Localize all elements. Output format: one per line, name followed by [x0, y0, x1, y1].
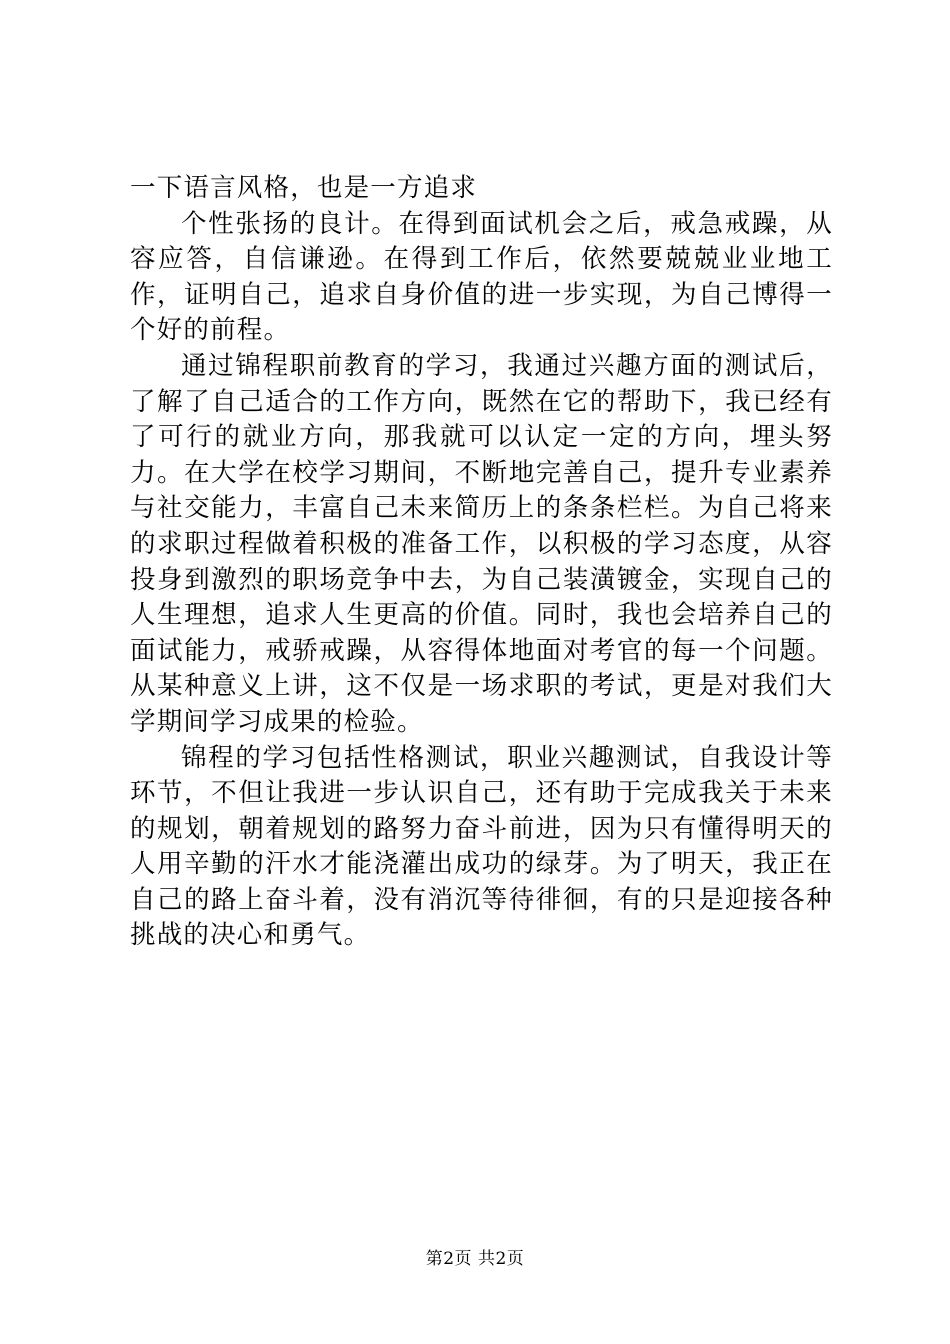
page-footer [0, 1244, 950, 1269]
page-number: 第2页 共2页 [425, 1249, 525, 1269]
paragraph: 通过锦程职前教育的学习，我通过兴趣方面的测试后，了解了自己适合的工作方向，既然在它的帮助下，我已经有了可行的就业方向，那我就可以认定一定的方向，埋头努力。在大学在校学习期间，不断地完善自己，提升专业素养与社交能力，丰富自己未来简历上的条条栏栏。为自己将来的求职过程做着积极的准备工作，以积极的学习态度，从容投身到激烈的职场竞争中去，为自己装潢镀金，实现自己的人生理想，追求人生更高的价值。同时，我也会培养自己的面试能力，戒骄戒躁，从容得体地面对考官的每一个问题。从某种意义上讲，这不仅是一场求职的考试，更是对我们大学期间学习成果的检验。 [130, 350, 833, 737]
paragraph: 个性张扬的良计。在得到面试机会之后，戒急戒躁，从容应答，自信谦逊。在得到工作后，依然要兢兢业业地工作，证明自己，追求自身价值的进一步实现，为自己博得一个好的前程。 [130, 208, 833, 346]
paragraph-continuation: 一下语言风格，也是一方追求 [130, 173, 478, 203]
paragraph: 锦程的学习包括性格测试，职业兴趣测试，自我设计等环节，不但让我进一步认识自己，还有助于完成我关于未来的规划，朝着规划的路努力奋斗前进，因为只有懂得明天的人用辛勤的汗水才能浇灌出成功的绿芽。为了明天，我正在自己的路上奋斗着，没有消沉等待徘徊，有的只是迎接各种挑战的决心和勇气。 [130, 742, 833, 951]
document-body [130, 171, 833, 954]
